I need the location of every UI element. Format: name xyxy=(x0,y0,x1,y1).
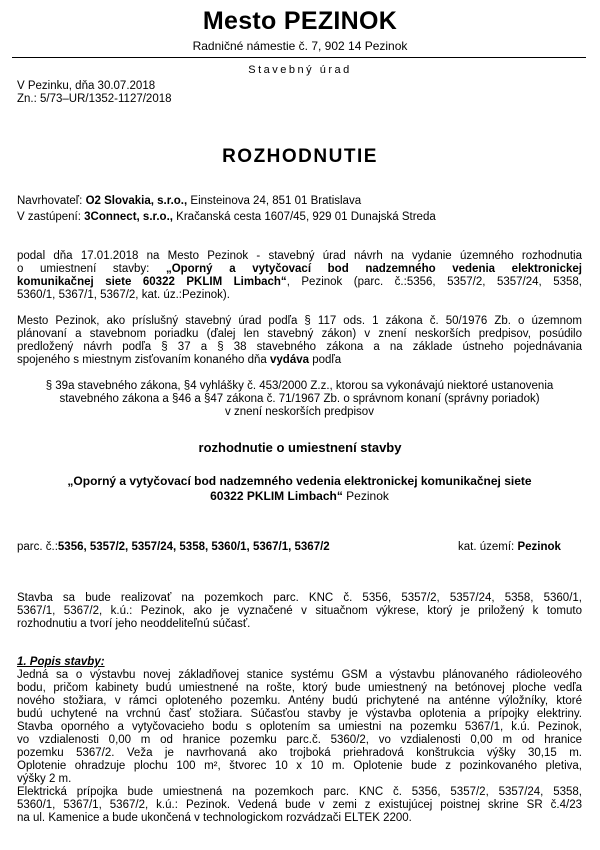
placement-line-2: 5367/1, 5367/2, k.ú.: Pezinok, ako je vyznačené v situačnom výkrese, ktorý je priložený k tomuto xyxy=(17,605,582,617)
intro-line-4: 5360/1, 5367/1, 5367/2, kat. úz.:Pezinok). xyxy=(17,289,230,301)
legal-line-3: v znení neskorších predpisov xyxy=(225,406,374,418)
intro-line-2-b: „Oporný a vytyčovací bod nadzemného vedenia elektronickej xyxy=(165,263,582,275)
legal-line-2: stavebného zákona a §46 a §47 zákona č. 71/1967 Zb. o správnom konaní (správny poriadok) xyxy=(59,393,540,405)
city-title: Mesto PEZINOK xyxy=(202,7,398,35)
description-line: nového stožiara, v rámci oploteného pozemku. Antény budú prichytené na anténne výložníky, ktoré xyxy=(17,695,582,707)
description-line: pozemku 5367/2. Veža je navrhovaná ako trojboká priehradová konštrukcia výšky 30,15 m. xyxy=(17,747,582,759)
description-line: Oplotenie ohradzuje plochu 100 m², štvorec 10 x 10 m. Oplotenie bude z pozinkovaného pletiva, xyxy=(17,760,582,772)
document-title: ROZHODNUTIE xyxy=(222,146,378,167)
authority-line-4 xyxy=(17,354,582,367)
cadastral-area xyxy=(458,541,561,554)
legal-basis xyxy=(17,380,582,419)
description-line: vo vzdialenosti 0,00 m od hranice pozemku parc.č. 5360/2, vo vzdialenosti 0,00 m od hranice xyxy=(17,734,582,746)
description-line: na ul. Kamenice a bude ukončená v technologickom rozvádzači ELTEK 2200. xyxy=(17,812,412,824)
decision-heading: rozhodnutie o umiestnení stavby xyxy=(198,440,402,455)
authority-line-3: predložený návrh podľa § 37 a § 38 stavebného zákona a na základe ústneho pojednávania xyxy=(17,341,582,353)
agent-name: 3Connect, s.r.o., xyxy=(84,211,173,223)
authority-line-2: plánovaní a stavebnom poriadku (ďalej len stavebný zákon) v znení neskorších predpisov, posúdilo xyxy=(17,328,582,340)
intro-line-1: podal dňa 17.01.2018 na Mesto Pezinok - stavebný úrad návrh na vydanie územného rozhodnutia xyxy=(17,250,582,262)
description-line: bodu, pričom kabinety budú umiestnené na rošte, ktorý bude umiestnený na betónovej ploche vedľa xyxy=(17,682,582,694)
header-divider xyxy=(12,57,586,58)
placement-paragraph xyxy=(17,592,582,631)
city-address: Radničné námestie č. 7, 902 14 Pezinok xyxy=(192,39,408,53)
legal-line-1: § 39a stavebného zákona, §4 vyhlášky č. 453/2000 Z.z., ktorou sa vykonávajú niektoré ustanovenia xyxy=(45,380,554,392)
parcel-label: parc. č.: xyxy=(17,541,58,553)
office-name: Stavebný úrad xyxy=(248,64,352,76)
authority-line-1: Mesto Pezinok, ako príslušný stavebný úrad podľa § 117 ods. 1 zákona č. 50/1976 Zb. o územnom xyxy=(17,315,582,327)
applicant-line xyxy=(17,195,361,208)
cadastre-value: Pezinok xyxy=(517,541,561,553)
project-line-2-bold: 60322 PKLIM Limbach“ xyxy=(210,489,343,503)
project-line-1: „Oporný a vytyčovací bod nadzemného vedenia elektronickej komunikačnej siete xyxy=(67,474,532,488)
description-line: výšky 2 m. xyxy=(17,773,72,785)
placement-line-1: Stavba sa bude realizovať na pozemkoch parc. KNC č. 5356, 5357/2, 5357/24, 5358, 5360/1, xyxy=(17,592,582,604)
cadastre-label: kat. území: xyxy=(458,541,515,553)
authority-line-4-c: podľa xyxy=(312,354,342,366)
applicant-name: O2 Slovakia, s.r.o., xyxy=(85,195,188,207)
intro-paragraph xyxy=(17,250,582,302)
agent-line xyxy=(17,211,436,224)
agent-label: V zastúpení: xyxy=(17,211,81,223)
intro-line-3-a: komunikačnej siete 60322 PKLIM Limbach“ xyxy=(17,276,287,288)
authority-verb: vydáva xyxy=(270,354,310,366)
placement-line-3: rozhodnutiu a tvorí jeho neoddeliteľnú súčasť. xyxy=(17,618,251,630)
description-line: Elektrická prípojka bude umiestnená na pozemkoch parc. KNC č. 5356, 5357/2, 5357/24, 5358, xyxy=(17,786,582,798)
project-line-2-rest: Pezinok xyxy=(342,489,389,503)
intro-line-2 xyxy=(17,263,582,276)
authority-line-4-a: spojeného s miestnym zisťovaním konaného dňa xyxy=(17,354,267,366)
intro-line-2-a: o umiestnení stavby: xyxy=(17,263,150,275)
reference-number: Zn.: 5/73–UR/1352-1127/2018 xyxy=(17,93,172,105)
description-line: budú uchytené na vrchnú časť stožiara. Súčasťou stavby je výstavba oplotenia a prípojky elektriny. xyxy=(17,708,582,720)
applicant-label: Navrhovateľ: xyxy=(17,195,83,207)
project-name xyxy=(17,474,582,504)
description-line: 5360/1, 5367/1, 5367/2, k.ú.: Pezinok. Vedená bude v zemi z existujúcej poistnej skrine SR č.4/23 xyxy=(17,799,582,811)
section-1-heading: 1. Popis stavby: xyxy=(17,656,105,668)
description-line: Stavba oporného a vytyčovacieho bodu s oplotením sa umiestni na pozemku 5367/1, k.ú. Pezinok, xyxy=(17,721,582,733)
project-line-2 xyxy=(17,489,582,504)
description-line: Jedná sa o výstavbu novej základňovej stanice systému GSM a výstavbu plánovaného rádioleového xyxy=(17,669,582,681)
agent-address: Kračanská cesta 1607/45, 929 01 Dunajská Streda xyxy=(176,211,436,223)
intro-line-3-b: , Pezinok (parc. č.:5356, 5357/2, 5357/24, 5358, xyxy=(286,276,582,288)
section-description xyxy=(17,656,582,825)
parcel-numbers xyxy=(17,541,330,554)
authority-paragraph xyxy=(17,315,582,367)
date-line: V Pezinku, dňa 30.07.2018 xyxy=(17,80,156,92)
parcel-value: 5356, 5357/2, 5357/24, 5358, 5360/1, 5367/1, 5367/2 xyxy=(57,541,330,553)
intro-line-3 xyxy=(17,276,582,289)
applicant-address: Einsteinova 24, 851 01 Bratislava xyxy=(190,195,362,207)
